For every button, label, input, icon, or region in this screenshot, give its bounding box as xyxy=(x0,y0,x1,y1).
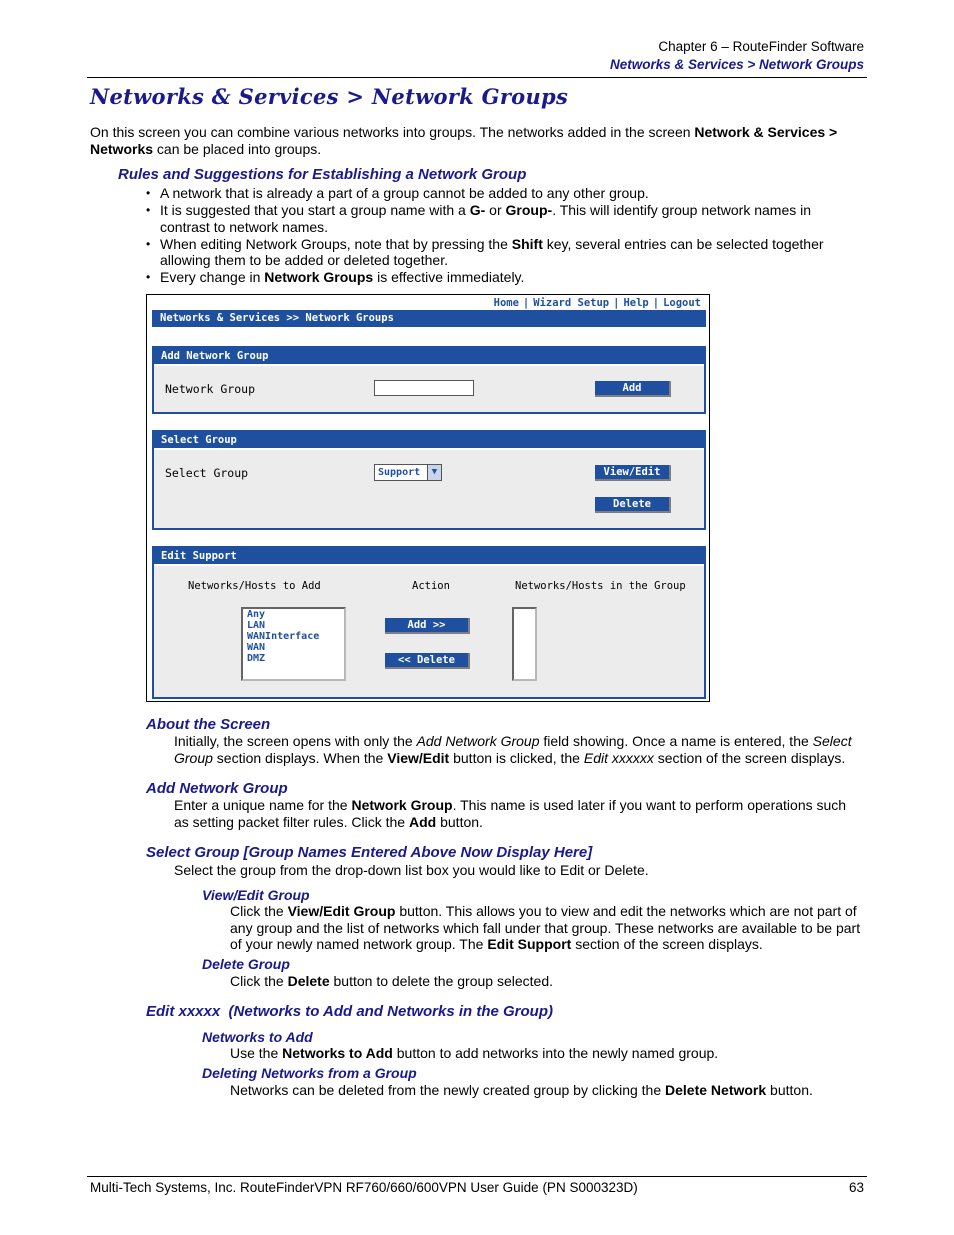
chapter-header: Chapter 6 – RouteFinder Software xyxy=(658,39,864,54)
rules-heading: Rules and Suggestions for Establishing a Network Group xyxy=(118,166,527,183)
page-title: Networks & Services > Network Groups xyxy=(90,84,569,109)
deleting-networks-paragraph: Networks can be deleted from the newly created group by clicking the Delete Network button. xyxy=(230,1082,813,1098)
delete-group-paragraph: Click the Delete button to delete the group selected. xyxy=(230,973,553,989)
home-link[interactable]: Home xyxy=(493,297,519,309)
select-group-label: Select Group xyxy=(165,466,249,480)
rules-list xyxy=(146,185,846,286)
list-item: • It is suggested that you start a group name with a G- or Group-. This will identify group network names in contrast to network names. xyxy=(146,202,846,235)
add-network-group-panel xyxy=(152,346,706,414)
select-group-heading: Select Group [Group Names Entered Above Now Display Here] xyxy=(146,844,593,861)
wizard-setup-link[interactable]: Wizard Setup xyxy=(533,297,610,309)
add-host-button[interactable]: Add >> xyxy=(385,618,470,634)
list-item[interactable]: Any xyxy=(247,609,266,620)
help-link[interactable]: Help xyxy=(623,297,649,309)
panel-title: Select Group xyxy=(154,432,704,450)
view-edit-heading: View/Edit Group xyxy=(202,887,310,903)
panel-title: Edit Support xyxy=(154,548,704,566)
networks-to-add-paragraph: Use the Networks to Add button to add networks into the newly named group. xyxy=(230,1045,719,1061)
chevron-down-icon[interactable]: ▼ xyxy=(427,465,441,480)
networks-to-add-heading: Networks to Add xyxy=(202,1029,313,1045)
section-header: Networks & Services > Network Groups xyxy=(610,57,864,72)
delete-group-heading: Delete Group xyxy=(202,956,290,972)
network-groups-screenshot xyxy=(146,294,710,702)
list-item[interactable]: DMZ xyxy=(247,653,266,664)
list-item[interactable]: WAN xyxy=(247,642,266,653)
about-paragraph: Initially, the screen opens with only the Add Network Group field showing. Once a name is entered, the Select Group section displays. When the View/Edit button is clicked, the Edit xxxxxx section of the screen displays. xyxy=(174,733,852,766)
select-group-panel xyxy=(152,430,706,530)
panel-title: Add Network Group xyxy=(154,348,704,366)
delete-host-button[interactable]: << Delete xyxy=(385,653,470,669)
page-title-bar: Networks & Services >> Network Groups xyxy=(152,310,706,327)
about-heading: About the Screen xyxy=(146,716,271,733)
add-button[interactable]: Add xyxy=(595,381,671,397)
list-item[interactable]: WANInterface xyxy=(247,631,320,642)
view-edit-paragraph: Click the View/Edit Group button. This allows you to view and edit the networks which are not part of any group and the list of networks which fall under that group. These networks are available to be part of your newly named network group. The Edit Support section of the screen displays. xyxy=(230,903,861,952)
logout-link[interactable]: Logout xyxy=(663,297,701,309)
top-nav-links: Home | Wizard Setup | Help | Logout xyxy=(493,297,701,309)
list-item: • A network that is already a part of a group cannot be added to any other group. xyxy=(146,185,846,202)
header-divider xyxy=(87,77,867,78)
list-item[interactable]: LAN xyxy=(247,620,266,631)
deleting-networks-heading: Deleting Networks from a Group xyxy=(202,1065,417,1081)
hosts-in-group-list[interactable] xyxy=(512,607,537,681)
list-item: • When editing Network Groups, note that by pressing the Shift key, several entries can be selected together allowing them to be added or deleted together. xyxy=(146,236,846,269)
col-action: Action xyxy=(412,580,450,592)
add-group-paragraph: Enter a unique name for the Network Group. This name is used later if you want to perform operations such as setting packet filter rules. Click the Add button. xyxy=(174,797,847,830)
view-edit-button[interactable]: View/Edit xyxy=(595,465,671,481)
page-number: 63 xyxy=(848,1180,864,1195)
select-group-paragraph: Select the group from the drop-down list box you would like to Edit or Delete. xyxy=(174,862,649,878)
list-item: • Every change in Network Groups is effective immediately. xyxy=(146,269,846,286)
add-group-heading: Add Network Group xyxy=(146,780,288,797)
edit-section-heading: Edit xxxxx (Networks to Add and Networks in the Group) xyxy=(146,1003,553,1020)
footer-text: Multi-Tech Systems, Inc. RouteFinderVPN RF760/660/600VPN User Guide (PN S000323D) xyxy=(90,1180,638,1195)
network-group-label: Network Group xyxy=(165,382,256,396)
hosts-to-add-list[interactable] xyxy=(241,607,346,681)
edit-support-panel xyxy=(152,546,706,699)
delete-group-button[interactable]: Delete xyxy=(595,497,671,513)
intro-paragraph: On this screen you can combine various networks into groups. The networks added in the screen Network & Services > Networks can be placed into groups. xyxy=(90,124,838,157)
col-networks-to-add: Networks/Hosts to Add xyxy=(188,580,321,592)
group-select[interactable]: Support ▼ xyxy=(374,464,442,481)
col-networks-in-group: Networks/Hosts in the Group xyxy=(515,580,686,592)
network-group-input[interactable] xyxy=(374,380,474,396)
footer-divider xyxy=(87,1176,867,1177)
